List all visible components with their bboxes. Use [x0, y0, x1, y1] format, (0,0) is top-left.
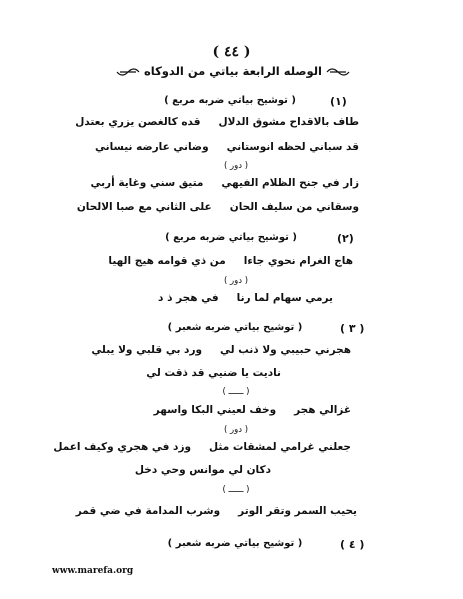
separator-label: ( ــــــ ): [222, 387, 250, 397]
verse-line: [146, 367, 281, 379]
ornament-icon: [326, 66, 350, 78]
heading-text: الوصله الرابعة بياتي من الدوكاه: [143, 64, 322, 78]
verse-line: [158, 292, 333, 304]
hemistich: متيق سني وغاية أربي: [90, 177, 204, 189]
hemistich: دكان لي موانس وحي دخل: [134, 464, 271, 476]
hemistich: قد سباني لحظه انوستاني: [226, 141, 359, 153]
hemistich: ورد بي قلبي ولا يبلي: [91, 344, 203, 356]
hemistich: وسقاني من سليف الحان: [229, 201, 359, 213]
verse-line: [108, 255, 353, 267]
hemistich: غزالي هجر: [294, 404, 351, 416]
hemistich: قده كالغصن يزري بعتدل: [75, 116, 201, 128]
page-number: ( ٤٤ ): [212, 44, 251, 60]
section-subtitle: ( توشيح بياتي ضربه شعبر ): [167, 538, 303, 549]
hemistich: من ذي قوامه هيج الهيا: [108, 255, 226, 267]
section-number: ( ٤ ): [340, 538, 365, 551]
verse-line: [90, 177, 359, 189]
verse-line: [154, 404, 351, 416]
dowr-label: ( دور ): [223, 425, 249, 435]
hemistich: وضاني عارضه نيساني: [95, 141, 209, 153]
verse-line: [135, 464, 271, 476]
hemistich: وشرب المدامة في ضي قمر: [75, 505, 221, 517]
section-heading: [115, 64, 351, 78]
section-number: ( ٣ ): [340, 322, 365, 335]
hemistich: زار في جنح الظلام الفيهي: [221, 177, 359, 189]
footer-url: www.marefa.org: [52, 566, 134, 576]
verse-line: [77, 201, 359, 213]
verse-line: [75, 116, 359, 128]
verse-line: [53, 441, 351, 453]
separator-label: ( ــــــ ): [222, 485, 250, 495]
section-number: (٢): [337, 232, 354, 245]
hemistich: طاف بالاقداح مشوق الدلال: [218, 116, 359, 128]
hemistich: ناديت يا ضنيي قد ذقت لي: [146, 367, 281, 379]
hemistich: في هجر ذ د: [158, 292, 219, 304]
hemistich: يرمي سهام لما رنا: [236, 292, 333, 304]
hemistich: جعلني غرامي لمشقات مثل: [209, 441, 351, 453]
verse-line: [76, 505, 357, 517]
section-subtitle: ( توشيح بياتي ضربه مربع ): [165, 232, 297, 243]
hemistich: على الثاني مع صبا الالحان: [76, 201, 212, 213]
hemistich: يحيب السمر وتقر الوتر: [238, 505, 357, 517]
section-subtitle: ( توشيح بياتي ضربه مربع ): [164, 95, 296, 106]
hemistich: هجرني حبيبي ولا ذنب لي: [220, 344, 351, 356]
dowr-label: ( دور ): [223, 276, 249, 286]
ornament-icon: [116, 66, 140, 78]
hemistich: وخف لعيني البكا واسهر: [153, 404, 277, 416]
dowr-label: ( دور ): [223, 161, 249, 171]
section-number: (١): [330, 95, 347, 108]
verse-line: [95, 141, 359, 153]
verse-line: [91, 344, 351, 356]
hemistich: هاج الغرام نحوي جاءا: [243, 255, 353, 267]
section-subtitle: ( توشيح بياتي ضربه شعبر ): [167, 322, 303, 333]
hemistich: وزد في هجري وكيف اعمل: [53, 441, 192, 453]
